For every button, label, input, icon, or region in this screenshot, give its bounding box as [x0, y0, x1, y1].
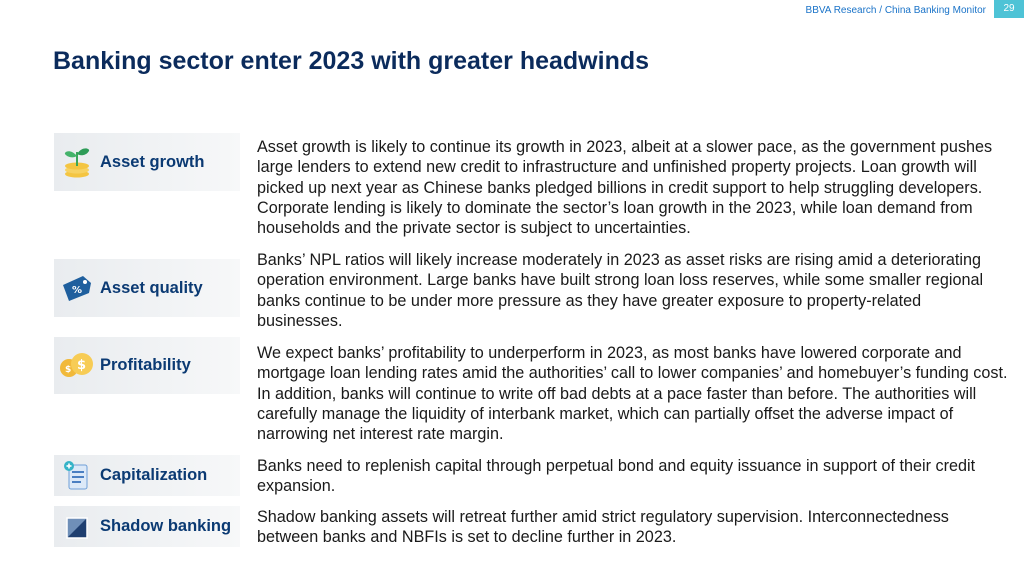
document-plus-icon — [54, 456, 100, 496]
dollar-coins-icon — [54, 346, 100, 386]
label-asset-quality: Asset quality — [100, 278, 203, 297]
label-profitability: Profitability — [100, 356, 191, 374]
label-capitalization: Capitalization — [100, 466, 208, 484]
desc-shadow-banking: Shadow banking assets will retreat further amid strict regulatory supervision. Interconnectedness between banks and NBFIs is set to decline further in 2023. — [257, 508, 949, 547]
svg-text:$: $ — [77, 357, 87, 373]
label-asset-growth: Asset growth — [100, 152, 205, 171]
label-box-profitability — [54, 337, 240, 394]
page-title: Banking sector enter 2023 with greater headwinds — [53, 47, 650, 75]
desc-asset-quality: Banks’ NPL ratios will likely increase moderately in 2023 as asset risks are rising amid a deteriorating operation environment. Large banks have built strong loan loss reserves, while some smaller regional banks continue to be under more pressure as they have greater exposure to property-related businesses. — [257, 251, 984, 330]
svg-text:%: % — [72, 285, 83, 296]
desc-capitalization: Banks need to replenish capital through perpetual bond and equity issuance in support of their credit expansion. — [257, 457, 976, 496]
label-box-asset-quality — [54, 259, 240, 317]
shadow-square-icon — [54, 507, 100, 547]
svg-text:$: $ — [65, 364, 72, 375]
label-shadow-banking: Shadow banking — [100, 517, 232, 535]
label-box-shadow-banking — [54, 506, 240, 547]
desc-asset-growth: Asset growth is likely to continue its growth in 2023, albeit at a slower pace, as the government pushes large lenders to extend new credit to infrastructure and unfinished property projects. Loan growth will picked up next year as Chinese banks pledged billions in credit support to help struggling developers. Corporate lending is likely to dominate the sector’s loan growth in the 2023, while loan demand from households and the private sector is subject to uncertainties. — [257, 138, 993, 238]
page-number: 29 — [994, 0, 1024, 18]
plant-coins-icon — [54, 142, 100, 182]
percent-tag-icon — [54, 268, 100, 308]
desc-profitability: We expect banks’ profitability to underperform in 2023, as most banks have lowered corporate and mortgage loan lending rates amid the authorities’ call to lower companies’ and homebuyer’s funding cost. In addition, banks will continue to write off bad debts at a pace faster than before. The authorities will carefully manage the liquidity of interbank market, which can partially offset the adverse impact of narrowing net interest rate margin. — [257, 344, 1008, 444]
label-box-capitalization — [54, 455, 240, 496]
label-box-asset-growth — [54, 133, 240, 191]
header-source: BBVA Research / China Banking Monitor — [805, 5, 986, 16]
